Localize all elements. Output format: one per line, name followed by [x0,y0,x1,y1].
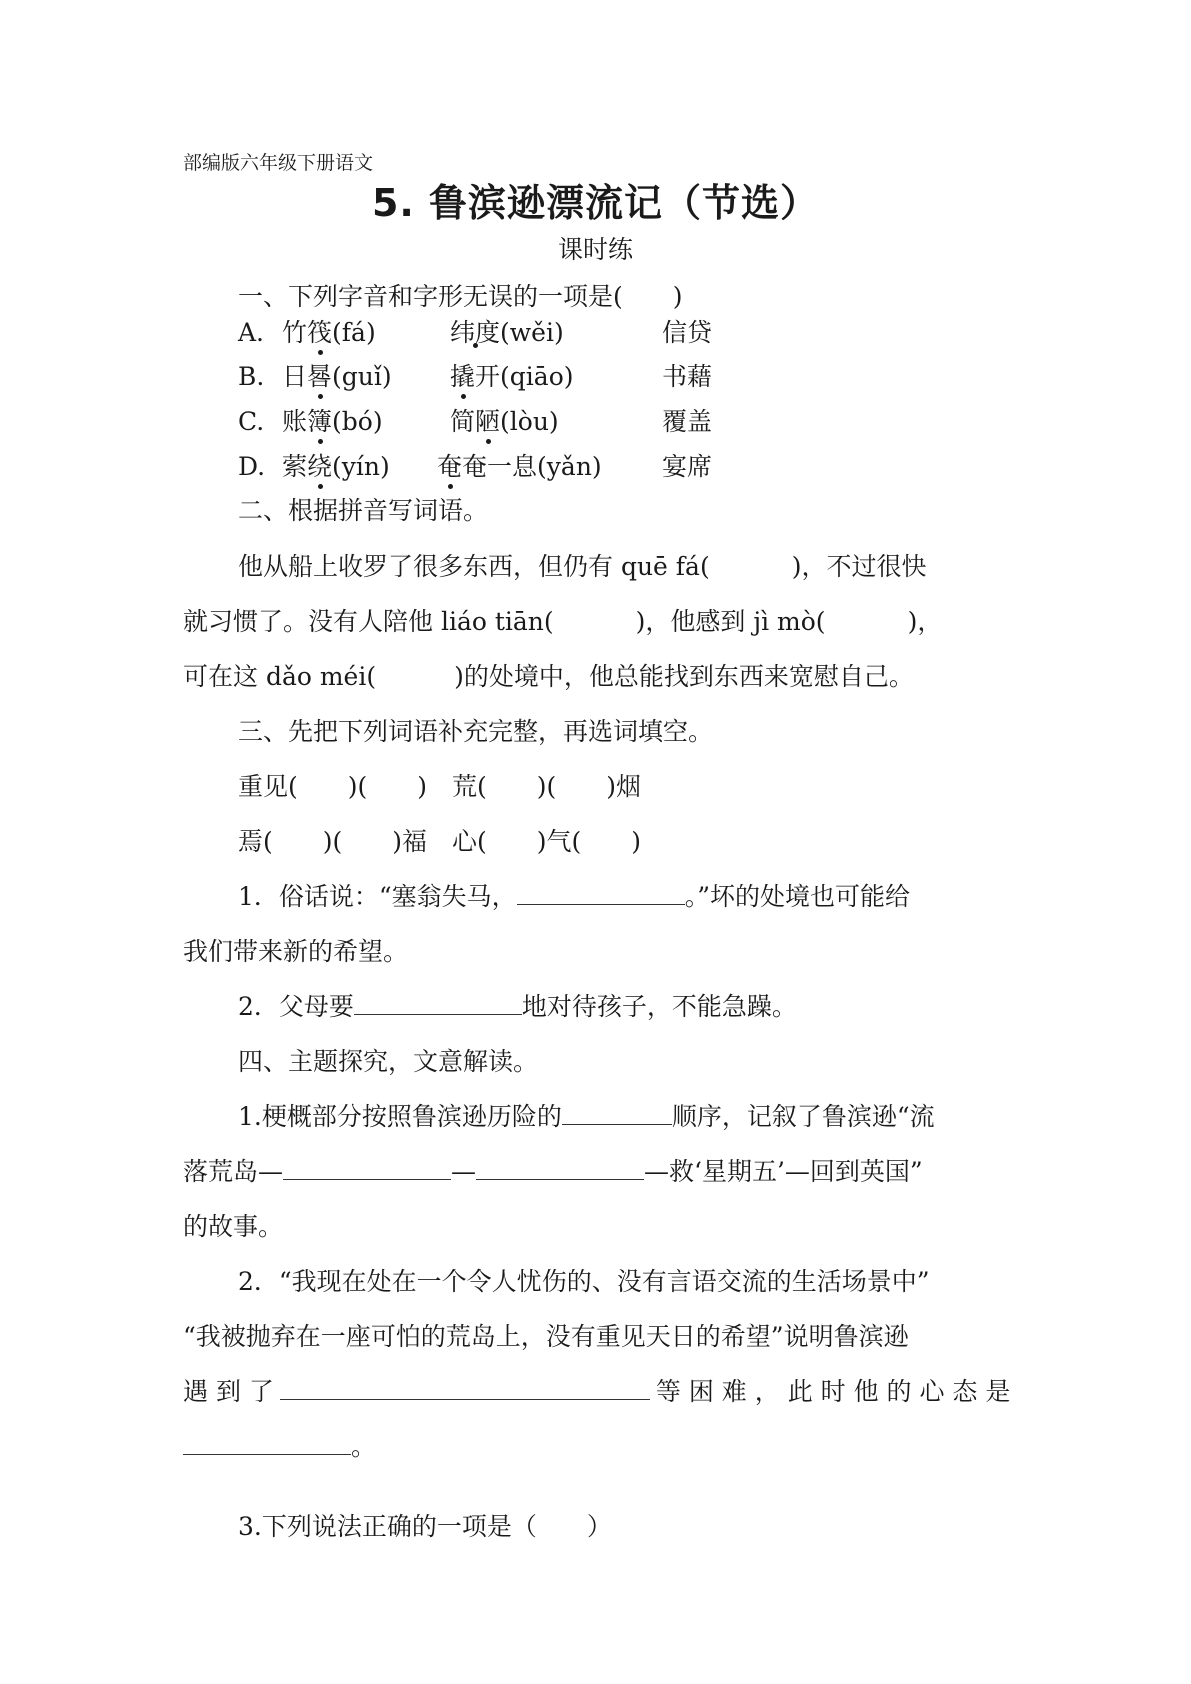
text: 1．俗话说：“塞翁失马， [238,882,517,911]
section2-line3 [183,662,1013,692]
emphasis-char: 簿 [307,407,333,436]
pinyin: (qiāo) [500,362,574,391]
option-word1 [282,452,390,482]
text: 他从船上收罗了很多东西，但仍有 quē fá( [238,552,710,581]
option-word1 [282,318,376,348]
word-text: 竹 [282,318,308,347]
word-text: 日 [282,362,308,391]
idiom-row-1: 重见( )( ) 荒( )( )烟 [238,772,642,801]
word-text: 简 [450,407,476,436]
emphasis-char: 撬 [450,362,476,391]
text: 。 [351,1432,377,1461]
section4-q1-cont [183,1157,1013,1187]
fill-blank[interactable] [280,1398,650,1400]
pinyin: (lòu) [500,407,559,436]
text: )， [907,607,943,636]
word-text: 奄一息 [462,452,538,481]
emphasis-char: 筏 [307,318,333,347]
text: 等 困 难 ， 此 时 他 的 心 态 是 [655,1377,1011,1406]
fill-blank[interactable] [517,903,685,905]
section3-q2 [238,992,1068,1022]
text: 落荒岛— [183,1157,284,1186]
emphasis-char: 绕 [307,452,333,481]
text: — [451,1157,477,1186]
option-word2 [450,362,574,392]
section4-q2-cont: “我被抛弃在一座可怕的荒岛上，没有重见天日的希望”说明鲁滨逊 [183,1322,909,1351]
text: 2．父母要 [238,992,354,1021]
emphasis-char: 奄 [437,452,463,481]
page-subtitle: 课时练 [557,235,633,264]
option-word2 [450,407,559,437]
fill-blank[interactable] [354,1013,522,1015]
section2-line2 [183,607,1013,637]
option-label: B. [238,362,265,391]
text: 。”坏的处境也可能给 [684,882,910,911]
word-text: 账 [282,407,308,436]
word-text: 开 [475,362,501,391]
option-word3: 信贷 [662,318,713,347]
pinyin: (wěi) [500,318,564,347]
option-word2 [437,452,602,482]
word-text: 萦 [282,452,308,481]
fill-blank[interactable] [183,1453,351,1455]
section4-q3: 3.下列说法正确的一项是（ ） [238,1512,612,1541]
text: )的处境中，他总能找到东西来宽慰自己。 [454,662,914,691]
idiom-row-2: 焉( )( )福 心( )气( ) [238,827,642,856]
section3-q1 [238,882,1068,912]
page-title: 5. 鲁滨逊漂流记（节选） [371,181,820,225]
option-label: C. [238,407,265,436]
section1-heading: 一、下列字音和字形无误的一项是( ) [238,282,683,311]
word-text: 度 [475,318,501,347]
section4-q1-end: 的故事。 [183,1212,284,1241]
text: )，不过很快 [791,552,927,581]
pinyin: (yǎn) [537,452,602,481]
pinyin: (guǐ) [332,362,392,391]
section2-heading: 二、根据拼音写词语。 [238,496,489,525]
option-label: D. [238,452,266,481]
pinyin: (yín) [332,452,390,481]
section4-q2-blanks [183,1377,1013,1407]
section4-q2-end [183,1432,1013,1462]
section4-q2: 2．“我现在处在一个令人忧伤的、没有言语交流的生活场景中” [238,1267,930,1296]
section2-line1 [238,552,1068,582]
option-word3: 宴席 [662,452,713,481]
section3-q1-cont: 我们带来新的希望。 [183,937,409,966]
fill-blank[interactable] [476,1178,644,1180]
fill-blank[interactable] [283,1178,451,1180]
emphasis-char: 晷 [307,362,333,391]
text: 就习惯了。没有人陪他 liáo tiān( [183,607,554,636]
option-word1 [282,362,392,392]
section3-heading: 三、先把下列词语补充完整，再选词填空。 [238,717,714,746]
option-word1 [282,407,383,437]
text: 1.梗概部分按照鲁滨逊历险的 [238,1102,562,1131]
option-label: A. [238,318,265,347]
section4-q1 [238,1102,1068,1132]
word-text: 纬 [450,318,476,347]
section4-heading: 四、主题探究，文意解读。 [238,1047,539,1076]
text: 顺序，记叙了鲁滨逊“流 [671,1102,935,1131]
option-word2 [450,318,564,348]
pinyin: (bó) [332,407,383,436]
option-word3: 书藉 [662,362,713,391]
text: 地对待孩子，不能急躁。 [521,992,797,1021]
textbook-note: 部编版六年级下册语文 [183,152,374,174]
fill-blank[interactable] [562,1123,672,1125]
pinyin: (fá) [332,318,376,347]
text: )，他感到 jì mò( [635,607,826,636]
text: 可在这 dǎo méi( [183,662,377,691]
text: 遇 到 了 [183,1377,274,1406]
option-word3: 覆盖 [662,407,713,436]
emphasis-char: 陋 [475,407,501,436]
text: —救‘星期五’—回到英国” [644,1157,923,1186]
